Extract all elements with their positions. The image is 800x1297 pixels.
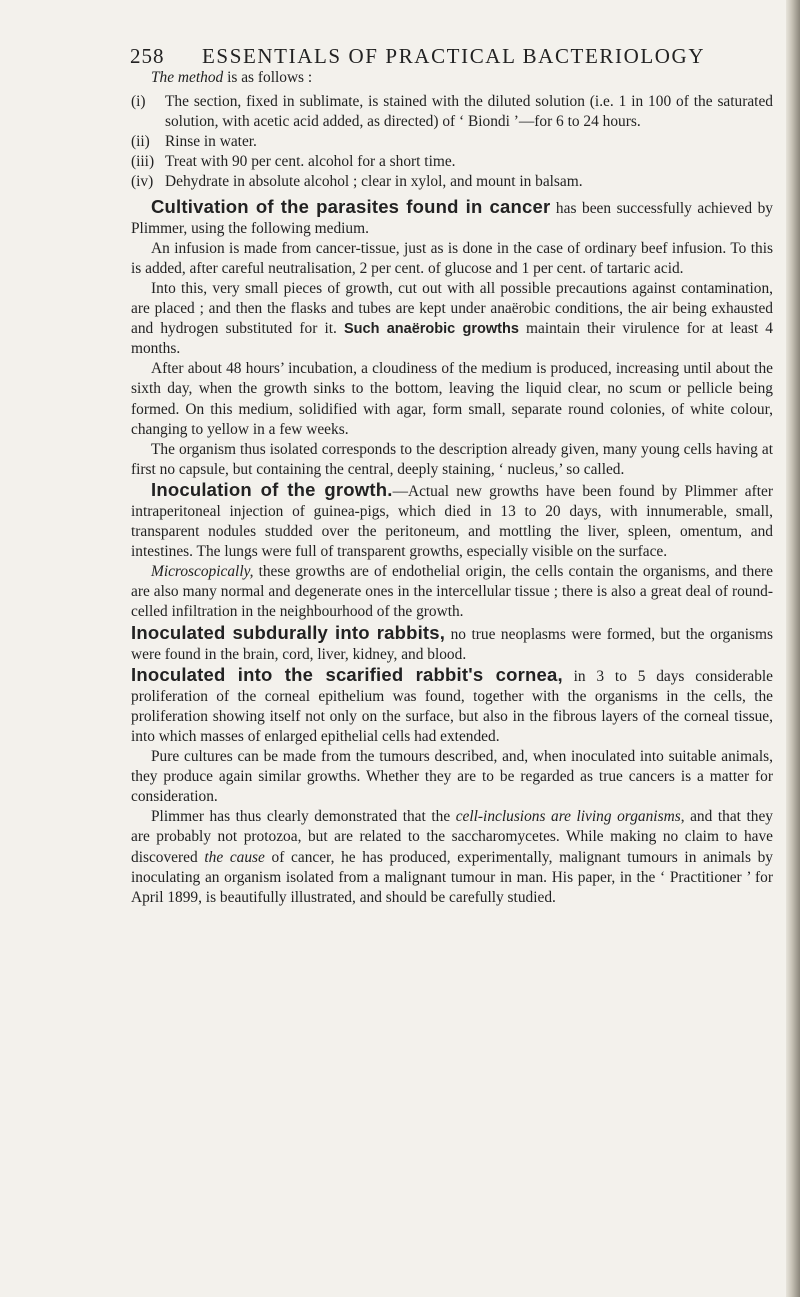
inoculation-paragraph (131, 480, 773, 562)
step-text: Treat with 90 per cent. alcohol for a short time. (165, 153, 456, 171)
method-step (131, 132, 773, 152)
step-text: Dehydrate in absolute alcohol ; clear in xylol, and mount in balsam. (165, 173, 583, 191)
running-title: ESSENTIALS OF PRACTICAL BACTERIOLOGY (202, 44, 706, 68)
method-step (131, 92, 773, 132)
method-lead: The method (151, 69, 224, 86)
step-text: Rinse in water. (165, 133, 257, 151)
rabbits-paragraph (131, 623, 773, 665)
infusion-paragraph: An infusion is made from cancer-tissue, just as is done in the case of ordinary beef infusion. To this is added, after careful neutralisation, 2 per cent. of glucose and 1 per cent. of tartaric acid. (131, 239, 773, 277)
conclusion-c: of cancer, he has produced, experimentally, malignant tumours in animals by inoculating an organism isolated from a malignant tumour in man. His paper, in the ‘ Practitioner ’ for April 1899, is beautifully illustrated, and should be carefully studied. (131, 848, 774, 906)
anaerobic-rest: maintain their virulence for at least 4 months. (131, 320, 773, 358)
conclusion-a: Plimmer has thus clearly demonstrated that the (151, 808, 456, 826)
anaerobic-text: Into this, very small pieces of growth, cut out with all possible precautions against contamination, are placed ; and then the flasks and tubes are kept under anaërobic conditions, the air being exhausted and hydrogen substituted for it. (131, 279, 773, 338)
microscopic-text: these growths are of endothelial origin, the cells contain the organisms, and there are also many normal and degenerate ones in the intercellular tissue ; there is also a great deal of round-celled infiltration in the neighbourhood of the growth. (131, 563, 773, 621)
inoculation-text: —Actual new growths have been found by Plimmer after intraperitoneal injection of guinea-pigs, which died in 13 to 20 days, with innumerable, small, transparent nodules studded over the peritoneum, and mottling the liver, spleen, omentum, and intestines. The lungs were full of transparent growths, especially visible on the surface. (131, 482, 773, 561)
microscopic-lead: Microscopically, (151, 563, 254, 581)
microscopic-paragraph (131, 562, 773, 622)
step-number: (iii) (131, 153, 155, 171)
cultivation-heading-rest: has been successfully achieved by Plimmer, using the following medium. (131, 199, 774, 237)
step-number: (i) (131, 93, 146, 111)
step-text: The section, fixed in sublimate, is stained with the diluted solution (i.e. 1 in 100 of the saturated solution, with acetic acid added, as directed) of ‘ Biondi ’—for 6 to 24 hours. (165, 93, 773, 131)
organism-paragraph: The organism thus isolated corresponds to the description already given, many young cells having at first no capsule, but containing the central, deeply staining, ‘ nucleus,’ so called. (131, 440, 773, 478)
cornea-paragraph (131, 665, 773, 747)
method-step (131, 172, 773, 192)
method-steps (131, 92, 773, 192)
method-intro (131, 68, 773, 88)
conclusion-italic-1: cell-inclusions are living organisms (455, 808, 681, 826)
step-number: (ii) (131, 133, 150, 151)
conclusion-italic-2: the cause (204, 848, 265, 866)
anaerobic-paragraph (131, 279, 773, 359)
plimmer-conclusion-paragraph (131, 807, 773, 907)
page-body (131, 68, 773, 908)
anaerobic-bold: Such anaërobic growths (343, 321, 519, 338)
cornea-heading: Inoculated into the scarified rabbit's cornea, (131, 663, 563, 685)
cornea-text: in 3 to 5 days considerable proliferation of the corneal epithelium was found, together with the organisms in the cells, the proliferation showing itself not only on the surface, but also in the fibrous layers of the corneal tissue, into which masses of enlarged epithelial cells had extended. (131, 667, 773, 745)
step-number: (iv) (131, 173, 154, 191)
conclusion-b: , and that they are probably not protozoa, but are related to the saccharomycetes. While making no claim to have discovered (131, 808, 773, 866)
cultivation-heading: Cultivation of the parasites found in cancer (151, 195, 551, 217)
page-gutter-shadow (786, 0, 800, 1297)
rabbits-heading: Inoculated subdurally into rabbits, (131, 621, 446, 643)
page-number: 258 (130, 44, 165, 68)
cultivation-paragraph (131, 197, 773, 239)
method-lead-rest: is as follows : (223, 69, 313, 86)
rabbits-text: no true neoplasms were formed, but the organisms were found in the brain, cord, liver, kidney, and blood. (131, 625, 773, 663)
incubation-paragraph: After about 48 hours’ incubation, a cloudiness of the medium is produced, increasing until about the sixth day, when the growth sinks to the bottom, leaving the liquid clear, no scum or pellicle being formed. On this medium, solidified with agar, form small, separate round colonies, of white colour, changing to yellow in a few weeks. (131, 360, 773, 438)
inoculation-heading: Inoculation of the growth. (151, 478, 393, 500)
pure-cultures-paragraph: Pure cultures can be made from the tumours described, and, when inoculated into suitable animals, they produce again similar growths. Whether they are to be regarded as true cancers is a matter for consideration. (131, 748, 773, 806)
method-step (131, 152, 773, 172)
page-header (130, 18, 770, 68)
